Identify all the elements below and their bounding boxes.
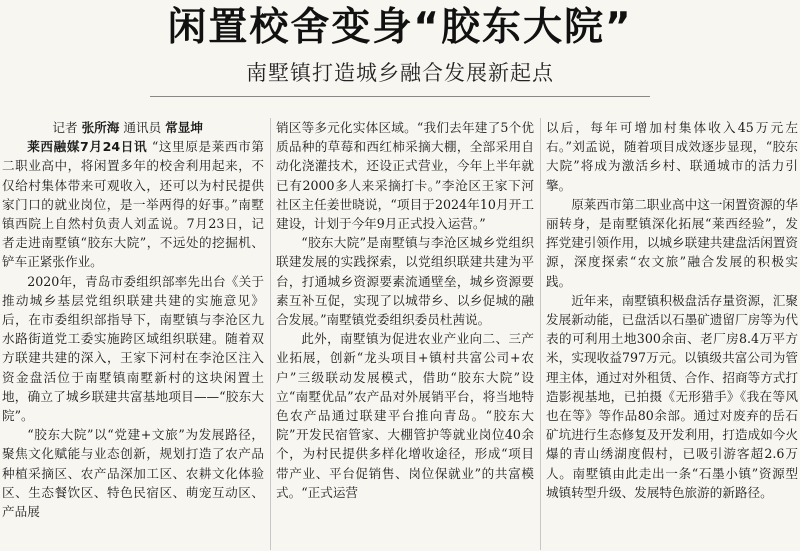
reporter-label: 记者 [52,120,78,135]
dateline: 莱西融媒7月24日讯 [27,139,148,155]
correspondent-name: 常显坤 [165,120,203,135]
paragraph: 以后，每年可增加村集体收入45万元左右。”刘孟说，随着项目成效逐步显现，“胶东大院”将成为激活乡村、联通城市的活力引擎。 [546,120,798,193]
article-column-2 [276,118,534,550]
paragraph: 近年来，南墅镇积极盘活存量资源，汇聚发展新动能，已盘活以石墨矿遗留厂房等为代表的可利用土地300余亩、老厂房8.4万平方米，实现收益797万元。以镇级共富公司为管理主体，通过对外租赁、合作、招商等方式打造影视基地，已拍摄《无形猎手》《我在等风也在等》等作品80余部。通过对废弃的岳石矿坑进行生态修复及开发利用，打造成如今火爆的青山绣湖度假村，已吸引游客超2.6万人。南墅镇由此走出一条“石墨小镇”资源型城镇转型升级、发展特色旅游的新路径。 [546,292,798,500]
article-column-3 [546,118,798,550]
headline: 闲置校舍变身“胶东大院” [167,5,633,50]
paragraph: 销区等多元化实体区域。“我们去年建了5个优质品种的草莓和西红柿采摘大棚，全部采用自动化浇灌技术，还设正式营业，今年上半年就已有2000多人来采摘打卡。”李沧区王家下河社区主任姜世晓说，“项目于2024年10月开工建设，计划于今年9月正式投入运营。” [276,120,534,232]
paragraph: 2020年，青岛市委组织部率先出台《关于推动城乡基层党组织联建共建的实施意见》后，在市委组织部指导下，南墅镇与李沧区九水路街道党工委实施跨区域组织联建。随着双方联建共建的深入，王家下河村在李沧区注入资金盘活位于南墅镇南墅新村的这块闲置土地，确立了城乡联建共富基地项目——“胶东大院”。 [2,273,264,424]
subheadline: 南墅镇打造城乡融合发展新起点 [246,61,554,85]
paragraph: “胶东大院”是南墅镇与李沧区城乡党组织联建发展的实践探索，以党组织联建共建为平台，打通城乡资源要素流通壁垒，城乡资源要素互补互促，实现了以城带乡、以乡促城的融合发展。”南墅镇党委组织委员杜茜说。 [276,235,534,328]
column-divider [270,118,271,550]
column-divider [540,118,541,550]
paragraph: 此外，南墅镇为促进农业产业向二、三产业拓展，创新“龙头项目+镇村共富公司+农户”三级联动发展模式，借助“胶东大院”设立“南墅优品”农产品对外展销平台，将当地特色农产品通过联建平台推向青岛。“胶东大院”开发民宿管家、大棚管护等就业岗位40余个，为村民提供多样化增收途径，形成“项目带产业、平台促销售、岗位保就业”的共富模式。“正式运营 [276,331,534,500]
paragraph: “胶东大院”以“党建+文旅”为发展路径，聚焦文化赋能与业态创新，规划打造了农产品种植采摘区、农产品深加工区、农耕文化体验区、生态餐饮区、特色民宿区、萌宠互动区、产品展 [2,427,264,520]
reporter-name: 张所海 [81,120,120,135]
title-divider [150,96,650,97]
article-column-1 [2,118,264,550]
paragraph: 原莱西市第二职业高中这一闲置资源的华丽转身，是南墅镇深化拓展“莱西经验”，发挥党建引领作用，以城乡联建共建盘活闲置资源，深度探索“农文旅”融合发展的积极实践。 [546,196,798,289]
paragraph-text: “这里原是莱西市第二职业高中，将闲置多年的校舍利用起来，不仅给村集体带来可观收入，还可以为村民提供家门口的就业岗位，是一举两得的好事。”南墅镇西院上自然村负责人刘孟说。7月23日，记者走进南墅镇“胶东大院”，不远处的挖掘机、铲车正紧张作业。 [2,139,264,270]
paragraph [2,137,264,271]
correspondent-label: 通讯员 [123,120,162,135]
byline [2,118,264,137]
